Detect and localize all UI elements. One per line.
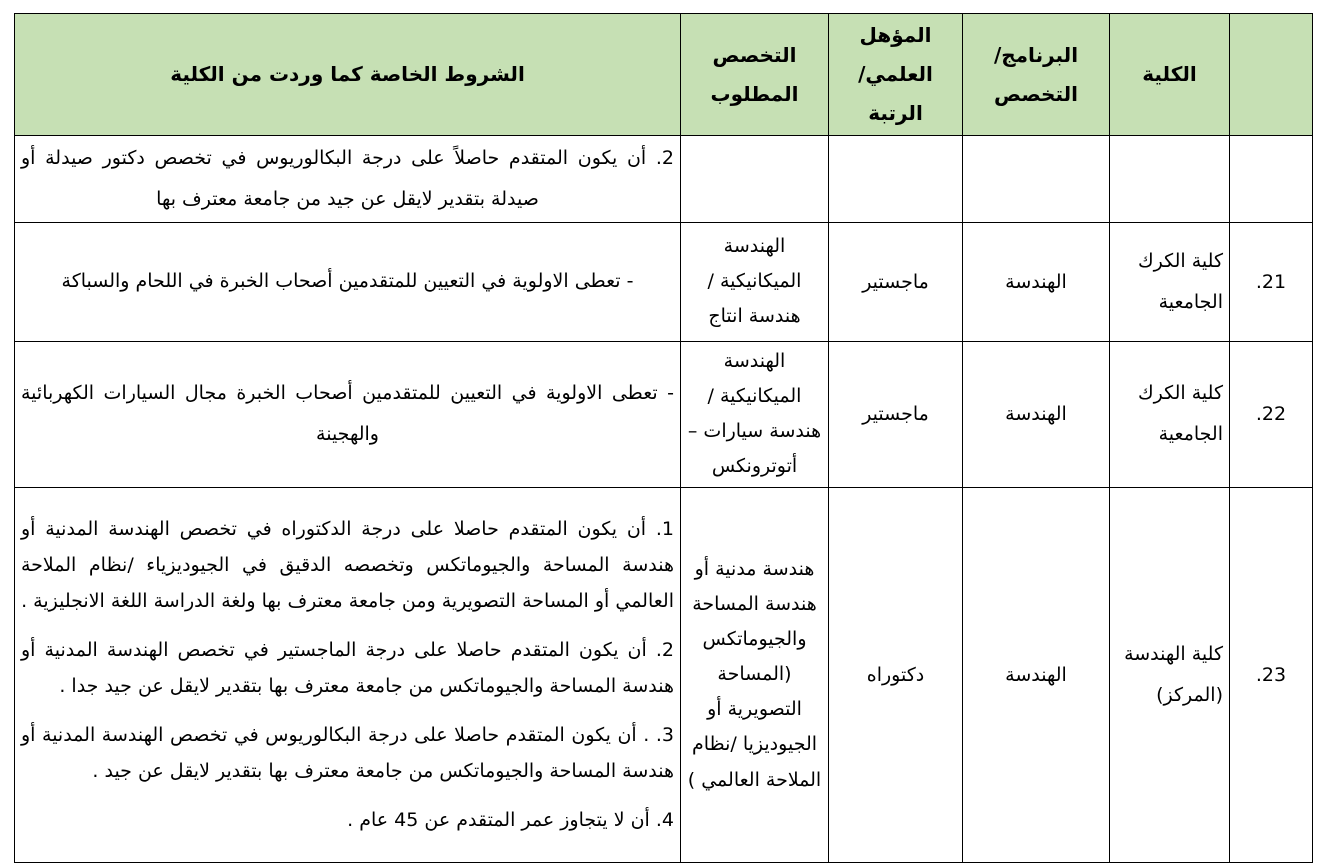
cell-college: كلية الكرك الجامعية — [1110, 341, 1230, 487]
cell-program: الهندسة — [963, 487, 1110, 862]
table-row — [15, 341, 1313, 487]
table-row — [15, 136, 1313, 223]
cell-program: الهندسة — [963, 341, 1110, 487]
condition-item: 3. . أن يكون المتقدم حاصلا على درجة البكالوريوس في تخصص الهندسة المدنية أو هندسة المساحة والجيوماتكس من جامعة معترف بها بتقدير لايقل عن جيد . — [21, 724, 674, 783]
cell-college: كلية الكرك الجامعية — [1110, 222, 1230, 341]
cell-conditions — [15, 487, 681, 862]
table-row — [15, 222, 1313, 341]
header-required-specialization: التخصص المطلوب — [681, 14, 829, 136]
cell-program — [963, 136, 1110, 223]
cell-number: 21. — [1230, 222, 1313, 341]
cell-number — [1230, 136, 1313, 223]
cell-qualification: دكتوراه — [829, 487, 963, 862]
cell-conditions: - تعطى الاولوية في التعيين للمتقدمين أصحاب الخبرة مجال السيارات الكهربائية والهجينة — [15, 341, 681, 487]
cell-required-specialization: هندسة مدنية أو هندسة المساحة والجيوماتكس (المساحة التصويرية أو الجيوديزيا /نظام الملاحة العالمي ) — [681, 487, 829, 862]
table-row — [15, 487, 1313, 862]
cell-college: كلية الهندسة (المركز) — [1110, 487, 1230, 862]
cell-qualification: ماجستير — [829, 341, 963, 487]
cell-conditions: - تعطى الاولوية في التعيين للمتقدمين أصحاب الخبرة في اللحام والسباكة — [15, 222, 681, 341]
header-qualification: المؤهل العلمي/الرتبة — [829, 14, 963, 136]
condition-item: 2. أن يكون المتقدم حاصلا على درجة الماجستير في تخصص الهندسة المدنية أو هندسة المساحة والجيوماتكس من جامعة معترف بها بتقدير لايقل عن جيد جدا . — [21, 639, 674, 698]
condition-item: 4. أن لا يتجاوز عمر المتقدم عن 45 عام . — [347, 809, 674, 832]
cell-college — [1110, 136, 1230, 223]
cell-required-specialization — [681, 136, 829, 223]
cell-number: 22. — [1230, 341, 1313, 487]
cell-conditions: 2. أن يكون المتقدم حاصلاً على درجة البكالوريوس في تخصص دكتور صيدلة أو صيدلة بتقدير لايقل عن جيد من جامعة معترف بها — [15, 136, 681, 223]
condition-item: 1. أن يكون المتقدم حاصلا على درجة الدكتوراه في تخصص الهندسة المدنية أو هندسة المساحة والجيوماتكس وتخصصه الدقيق في الجيوديزياء /نظام الملاحة العالمي أو المساحة التصويرية ومن جامعة معترف بها ولغة الدراسة اللغة الانجليزية . — [21, 517, 674, 612]
cell-number: 23. — [1230, 487, 1313, 862]
cell-program: الهندسة — [963, 222, 1110, 341]
cell-qualification — [829, 136, 963, 223]
cell-required-specialization: الهندسة الميكانيكية / هندسة سيارات – أتوترونكس — [681, 341, 829, 487]
header-college: الكلية — [1110, 14, 1230, 136]
header-number — [1230, 14, 1313, 136]
vacancies-table — [14, 13, 1313, 863]
table-header-row — [15, 14, 1313, 136]
cell-required-specialization: الهندسة الميكانيكية / هندسة انتاج — [681, 222, 829, 341]
header-conditions: الشروط الخاصة كما وردت من الكلية — [15, 14, 681, 136]
header-program: البرنامج/ التخصص — [963, 14, 1110, 136]
cell-qualification: ماجستير — [829, 222, 963, 341]
